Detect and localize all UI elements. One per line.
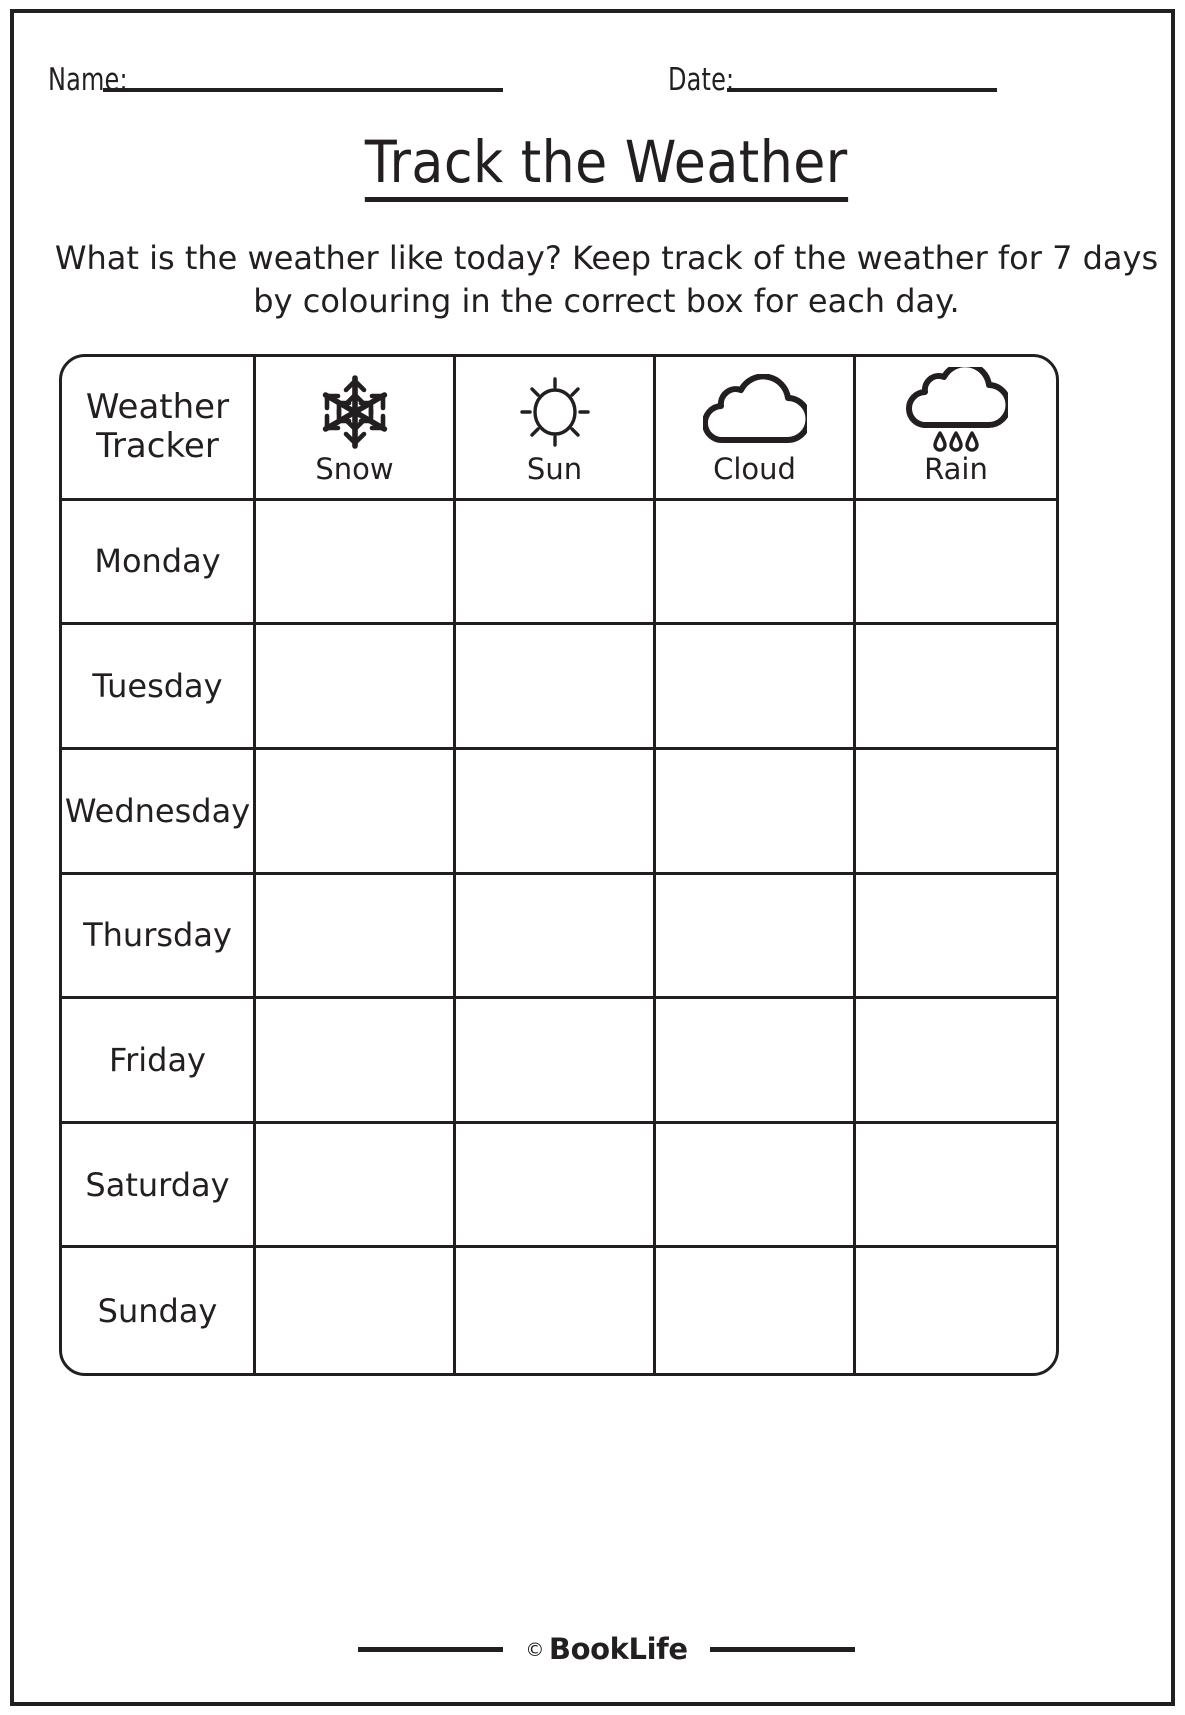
page-title — [14, 128, 1185, 202]
column-header-rain — [856, 357, 1056, 498]
checkbox-wednesday-rain[interactable] — [856, 750, 1056, 872]
date-field-group — [668, 63, 1098, 97]
checkbox-wednesday-snow[interactable] — [256, 750, 456, 872]
checkbox-friday-rain[interactable] — [856, 999, 1056, 1121]
page-border — [10, 9, 1175, 1706]
column-header-snow — [256, 357, 456, 498]
name-label: Name: — [48, 62, 128, 98]
brand-name: BookLife — [548, 1632, 688, 1666]
weather-tracker-table — [59, 354, 1059, 1376]
booklife-logo — [525, 1632, 687, 1666]
cloud-icon — [703, 369, 807, 455]
checkbox-sunday-rain[interactable] — [856, 1248, 1056, 1373]
day-label: Saturday — [85, 1165, 230, 1204]
checkbox-tuesday-sun[interactable] — [456, 625, 656, 747]
day-label: Thursday — [83, 916, 232, 955]
table-row — [62, 750, 1056, 875]
checkbox-thursday-snow[interactable] — [256, 875, 456, 997]
checkbox-saturday-sun[interactable] — [456, 1124, 656, 1246]
day-label-cell — [62, 1124, 256, 1246]
table-row — [62, 1124, 1056, 1249]
checkbox-tuesday-snow[interactable] — [256, 625, 456, 747]
day-label: Tuesday — [92, 667, 223, 706]
day-label-cell — [62, 625, 256, 747]
table-row — [62, 999, 1056, 1124]
column-label-snow: Snow — [315, 452, 394, 486]
checkbox-saturday-rain[interactable] — [856, 1124, 1056, 1246]
day-label: Monday — [94, 542, 221, 581]
checkbox-wednesday-sun[interactable] — [456, 750, 656, 872]
day-label-cell — [62, 875, 256, 997]
day-label: Friday — [109, 1040, 206, 1079]
checkbox-monday-rain[interactable] — [856, 501, 1056, 623]
table-row — [62, 501, 1056, 626]
weather-tracker-label-line2: Tracker — [96, 426, 219, 467]
checkbox-wednesday-cloud[interactable] — [656, 750, 856, 872]
day-label-cell — [62, 501, 256, 623]
column-label-sun: Sun — [526, 452, 583, 486]
checkbox-monday-cloud[interactable] — [656, 501, 856, 623]
checkbox-friday-snow[interactable] — [256, 999, 456, 1121]
name-write-line[interactable] — [103, 88, 503, 92]
instructions-text: What is the weather like today? Keep track of the weather for 7 days by colouring in the correct box for each day. — [54, 239, 1159, 320]
date-label: Date: — [668, 62, 735, 98]
column-label-rain: Rain — [924, 452, 988, 486]
footer — [14, 1632, 1185, 1666]
checkbox-thursday-rain[interactable] — [856, 875, 1056, 997]
table-corner-cell — [62, 357, 256, 498]
sun-icon — [513, 369, 597, 455]
footer-rule-right — [710, 1647, 855, 1652]
checkbox-sunday-sun[interactable] — [456, 1248, 656, 1373]
checkbox-tuesday-rain[interactable] — [856, 625, 1056, 747]
weather-tracker-label — [86, 388, 229, 466]
copyright-icon: © — [525, 1639, 544, 1661]
name-field-group — [48, 63, 668, 97]
column-label-cloud: Cloud — [713, 452, 796, 486]
rain-cloud-icon — [904, 369, 1008, 455]
checkbox-sunday-cloud[interactable] — [656, 1248, 856, 1373]
footer-rule-left — [358, 1647, 503, 1652]
checkbox-monday-sun[interactable] — [456, 501, 656, 623]
column-header-cloud — [656, 357, 856, 498]
checkbox-monday-snow[interactable] — [256, 501, 456, 623]
table-row — [62, 625, 1056, 750]
checkbox-friday-sun[interactable] — [456, 999, 656, 1121]
checkbox-saturday-snow[interactable] — [256, 1124, 456, 1246]
checkbox-tuesday-cloud[interactable] — [656, 625, 856, 747]
name-date-row — [48, 43, 1138, 97]
day-label-cell — [62, 999, 256, 1121]
checkbox-thursday-sun[interactable] — [456, 875, 656, 997]
instructions — [54, 237, 1159, 323]
day-label-cell — [62, 750, 256, 872]
weather-tracker-label-line1: Weather — [85, 387, 230, 428]
snowflake-icon — [316, 369, 394, 455]
column-header-sun — [456, 357, 656, 498]
checkbox-saturday-cloud[interactable] — [656, 1124, 856, 1246]
day-label: Wednesday — [64, 791, 251, 830]
checkbox-sunday-snow[interactable] — [256, 1248, 456, 1373]
day-label-cell — [62, 1248, 256, 1373]
date-write-line[interactable] — [727, 88, 997, 92]
checkbox-friday-cloud[interactable] — [656, 999, 856, 1121]
table-row — [62, 875, 1056, 1000]
checkbox-thursday-cloud[interactable] — [656, 875, 856, 997]
table-row — [62, 1248, 1056, 1373]
page-title-text: Track the Weather — [365, 131, 848, 202]
day-label: Sunday — [97, 1291, 218, 1330]
table-header-row — [62, 357, 1056, 501]
